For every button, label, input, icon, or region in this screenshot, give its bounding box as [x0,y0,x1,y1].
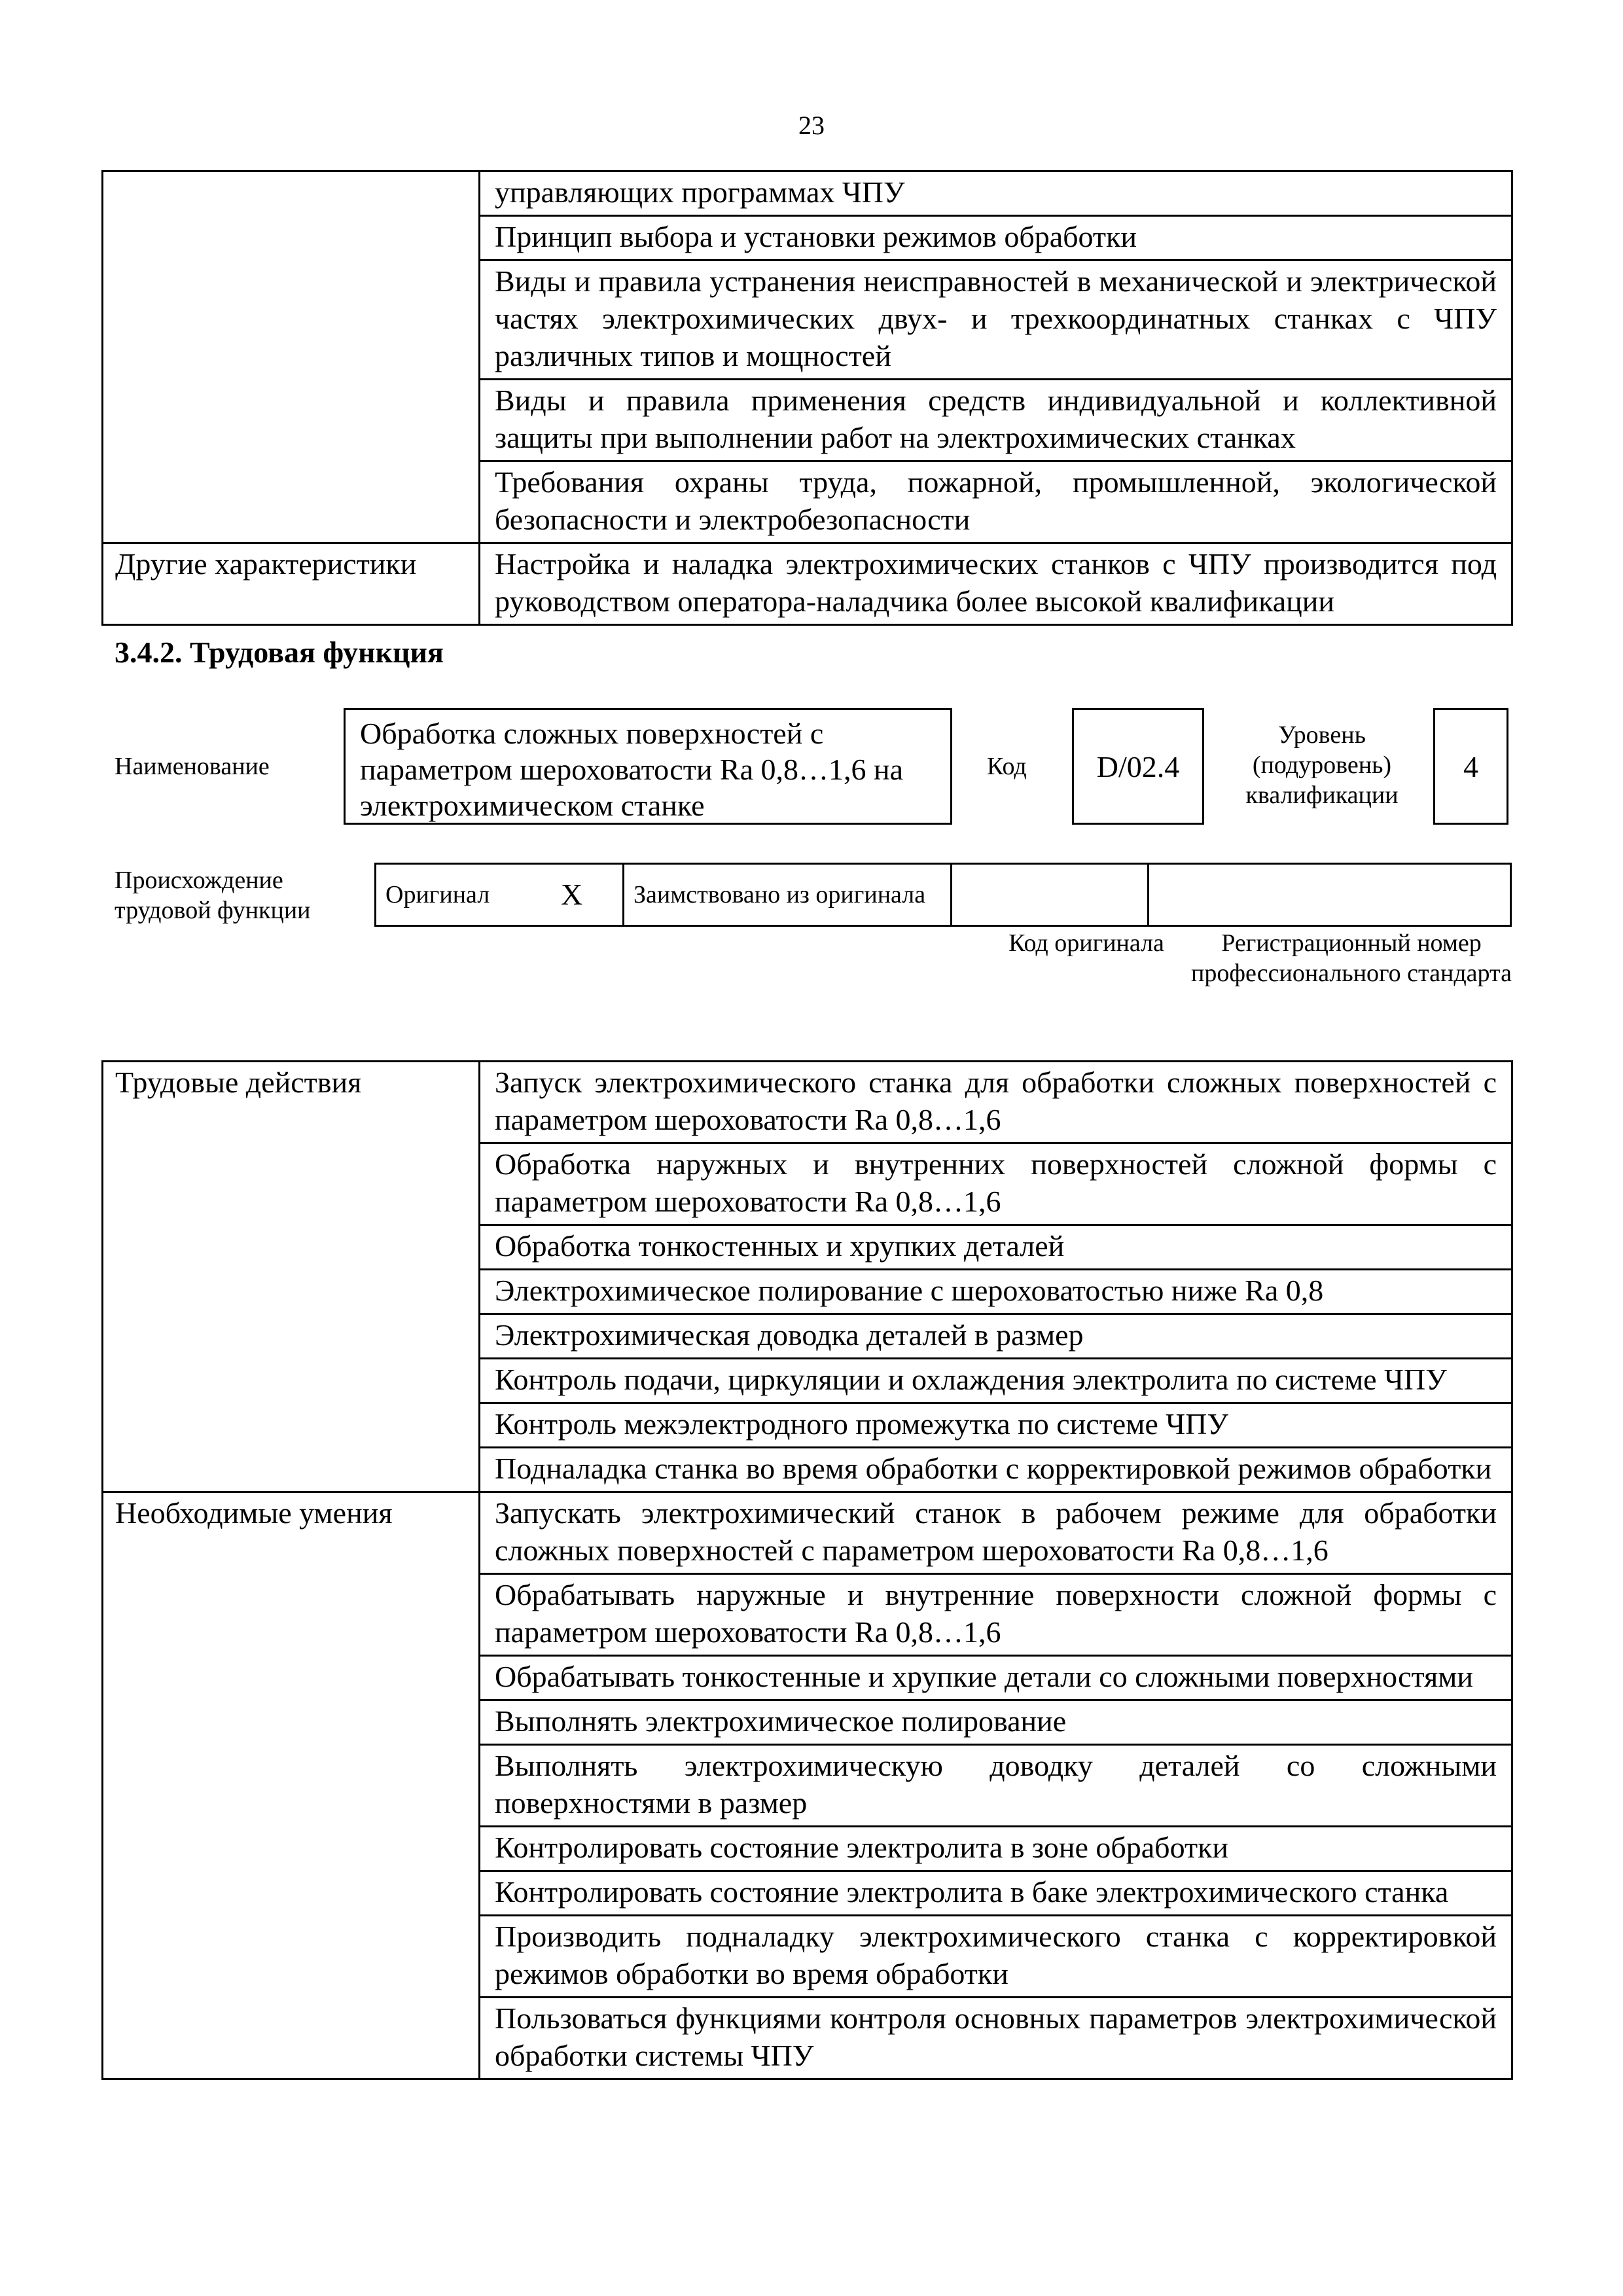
table-cell: Выполнять электрохимическую доводку деталей со сложными поверхностями в размер [480,1745,1512,1827]
borrowed-label: Заимствовано из оригинала [624,864,952,926]
table-cell: Виды и правила устранения неисправностей в механической и электрической частях электрохимических двух- и трехкоординатных станках с ЧПУ различных типов и мощностей [480,260,1512,380]
registration-number-cell [1149,864,1511,926]
original-label: Оригинал [376,864,552,926]
table-cell: Подналадка станка во время обработки с корректировкой режимов обработки [480,1448,1512,1492]
function-code-box: D/02.4 [1072,708,1204,825]
table-cell: Контроль подачи, циркуляции и охлаждения электролита по системе ЧПУ [480,1359,1512,1403]
table-cell: Контролировать состояние электролита в зоне обработки [480,1827,1512,1871]
original-mark: X [552,864,624,926]
table-cell: Обработка наружных и внутренних поверхностей сложной формы с параметром шероховатости Ra 0,8…1,6 [480,1143,1512,1225]
table-cell: Выполнять электрохимическое полирование [480,1700,1512,1745]
table-cell: Запуск электрохимического станка для обработки сложных поверхностей с параметром шероховатости Ra 0,8…1,6 [480,1062,1512,1143]
table-cell: Запускать электрохимический станок в рабочем режиме для обработки сложных поверхностей с параметром шероховатости Ra 0,8…1,6 [480,1492,1512,1574]
table-cell: Контролировать состояние электролита в баке электрохимического станка [480,1871,1512,1916]
table-cell: Обрабатывать тонкостенные и хрупкие детали со сложными поверхностями [480,1656,1512,1700]
table-cell: Контроль межэлектродного промежутка по системе ЧПУ [480,1403,1512,1448]
level-value-box: 4 [1433,708,1508,825]
origin-label: Происхождение трудовой функции [115,867,311,924]
table-cell: Производить подналадку электрохимического станка с корректировкой режимов обработки во время обработки [480,1916,1512,1998]
origin-table [374,863,1512,927]
other-characteristics-text: Настройка и наладка электрохимических станков с ЧПУ производится под руководством оператора-наладчика более высокой квалификации [480,543,1512,625]
knowledge-table-continued [101,170,1513,626]
table-cell: Электрохимическая доводка деталей в размер [480,1314,1512,1359]
table-cell: Обработка тонкостенных и хрупких деталей [480,1225,1512,1270]
function-name-box: Обработка сложных поверхностей с параметром шероховатости Ra 0,8…1,6 на электрохимическом станке [344,708,952,825]
code-label: Код [987,753,1027,780]
section-title: 3.4.2. Трудовая функция [115,636,444,669]
table-cell: управляющих программах ЧПУ [480,171,1512,216]
table-cell: Виды и правила применения средств индивидуальной и коллективной защиты при выполнении работ на электрохимических станках [480,380,1512,461]
level-label: Уровень (подуровень) квалификации [1245,721,1399,809]
labor-actions-label: Трудовые действия [103,1062,480,1492]
name-label: Наименование [115,753,270,780]
empty-label-cell [103,171,480,543]
required-skills-label: Необходимые умения [103,1492,480,2079]
table-cell: Обрабатывать наружные и внутренние поверхности сложной формы с параметром шероховатости Ra 0,8…1,6 [480,1574,1512,1656]
other-characteristics-label: Другие характеристики [103,543,480,625]
table-cell: Пользоваться функциями контроля основных параметров электрохимической обработки системы ЧПУ [480,1998,1512,2079]
table-cell: Электрохимическое полирование с шероховатостью ниже Ra 0,8 [480,1270,1512,1314]
code-caption: Код оригинала [1008,929,1164,957]
original-code-cell [952,864,1149,926]
table-cell: Принцип выбора и установки режимов обработки [480,216,1512,260]
registration-caption: Регистрационный номер профессионального стандарта [1191,929,1512,987]
actions-skills-table [101,1060,1513,2080]
page-number: 23 [798,111,825,140]
table-cell: Требования охраны труда, пожарной, промышленной, экологической безопасности и электробезопасности [480,461,1512,543]
